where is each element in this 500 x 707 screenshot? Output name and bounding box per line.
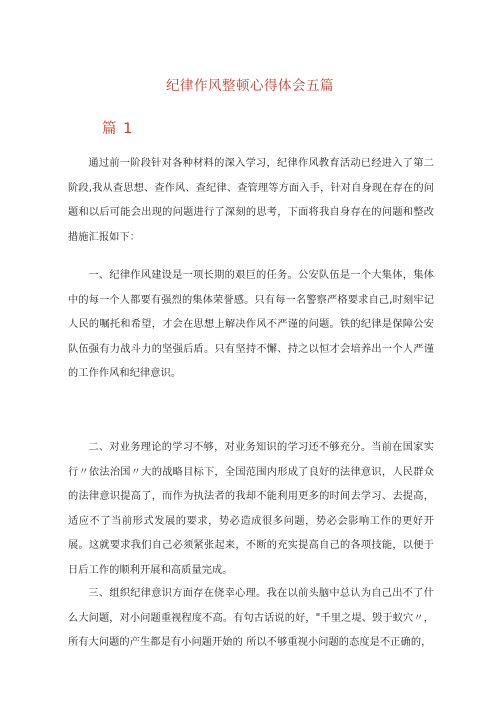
- paragraph-point-2: 二、对业务理论的学习不够，对业务知识的学习还不够充分。当前在国家实行〃依法治国〃大的战略目标下，全国范围内形成了良好的法律意识，人民群众的法律意识提高了，而作为执法者的我却不能利用更多的时间去学习、去提高，适应不了当前形式发展的要求，势必造成很多问题，势必会影响工作的更好开展。这就要求我们自己必须紧张起来，不断的充实提高自己的各项技能，以便于日后工作的顺利开展和高质量完成。: [68, 442, 434, 576]
- document-title: 纪律作风整顿心得体会五篇: [166, 78, 334, 94]
- paragraph-intro: 通过前一阶段针对各种材料的深入学习，纪律作风教育活动已经进入了第二阶段,我从查思想、查作风、查纪律、查管理等方面入手，针对自身现在存在的问题和以后可能会出现的问题进行了深刻的思考，下面将我自身存在的问题和整改措施汇报如下：: [68, 158, 434, 243]
- section-heading: 篇 1: [102, 121, 134, 137]
- paragraph-point-1: 一、纪律作风建设是一项长期的艰巨的任务。公安队伍是一个大集体，集体中的每一个人都要有强烈的集体荣誉感。只有每一名警察严格要求自己,时刻牢记人民的嘱托和希望，才会在思想上解决作风不严谨的问题。铁的纪律是保障公安队伍强有力战斗力的坚强后盾。只有坚持不懈、持之以恒才会培养出一个人严谨的工作作风和纪律意识。: [68, 270, 434, 379]
- paragraph-point-3: 三、组织纪律意识方面存在侥幸心理。我在以前头脑中总认为自己出不了什么大问题，对小问题重视程度不高。有句古话说的好，"千里之堤、毁于蚁穴〃，所有大问题的产生都是有小问题开始的 所以不够重视小问题的态度是不正确的，: [68, 588, 434, 648]
